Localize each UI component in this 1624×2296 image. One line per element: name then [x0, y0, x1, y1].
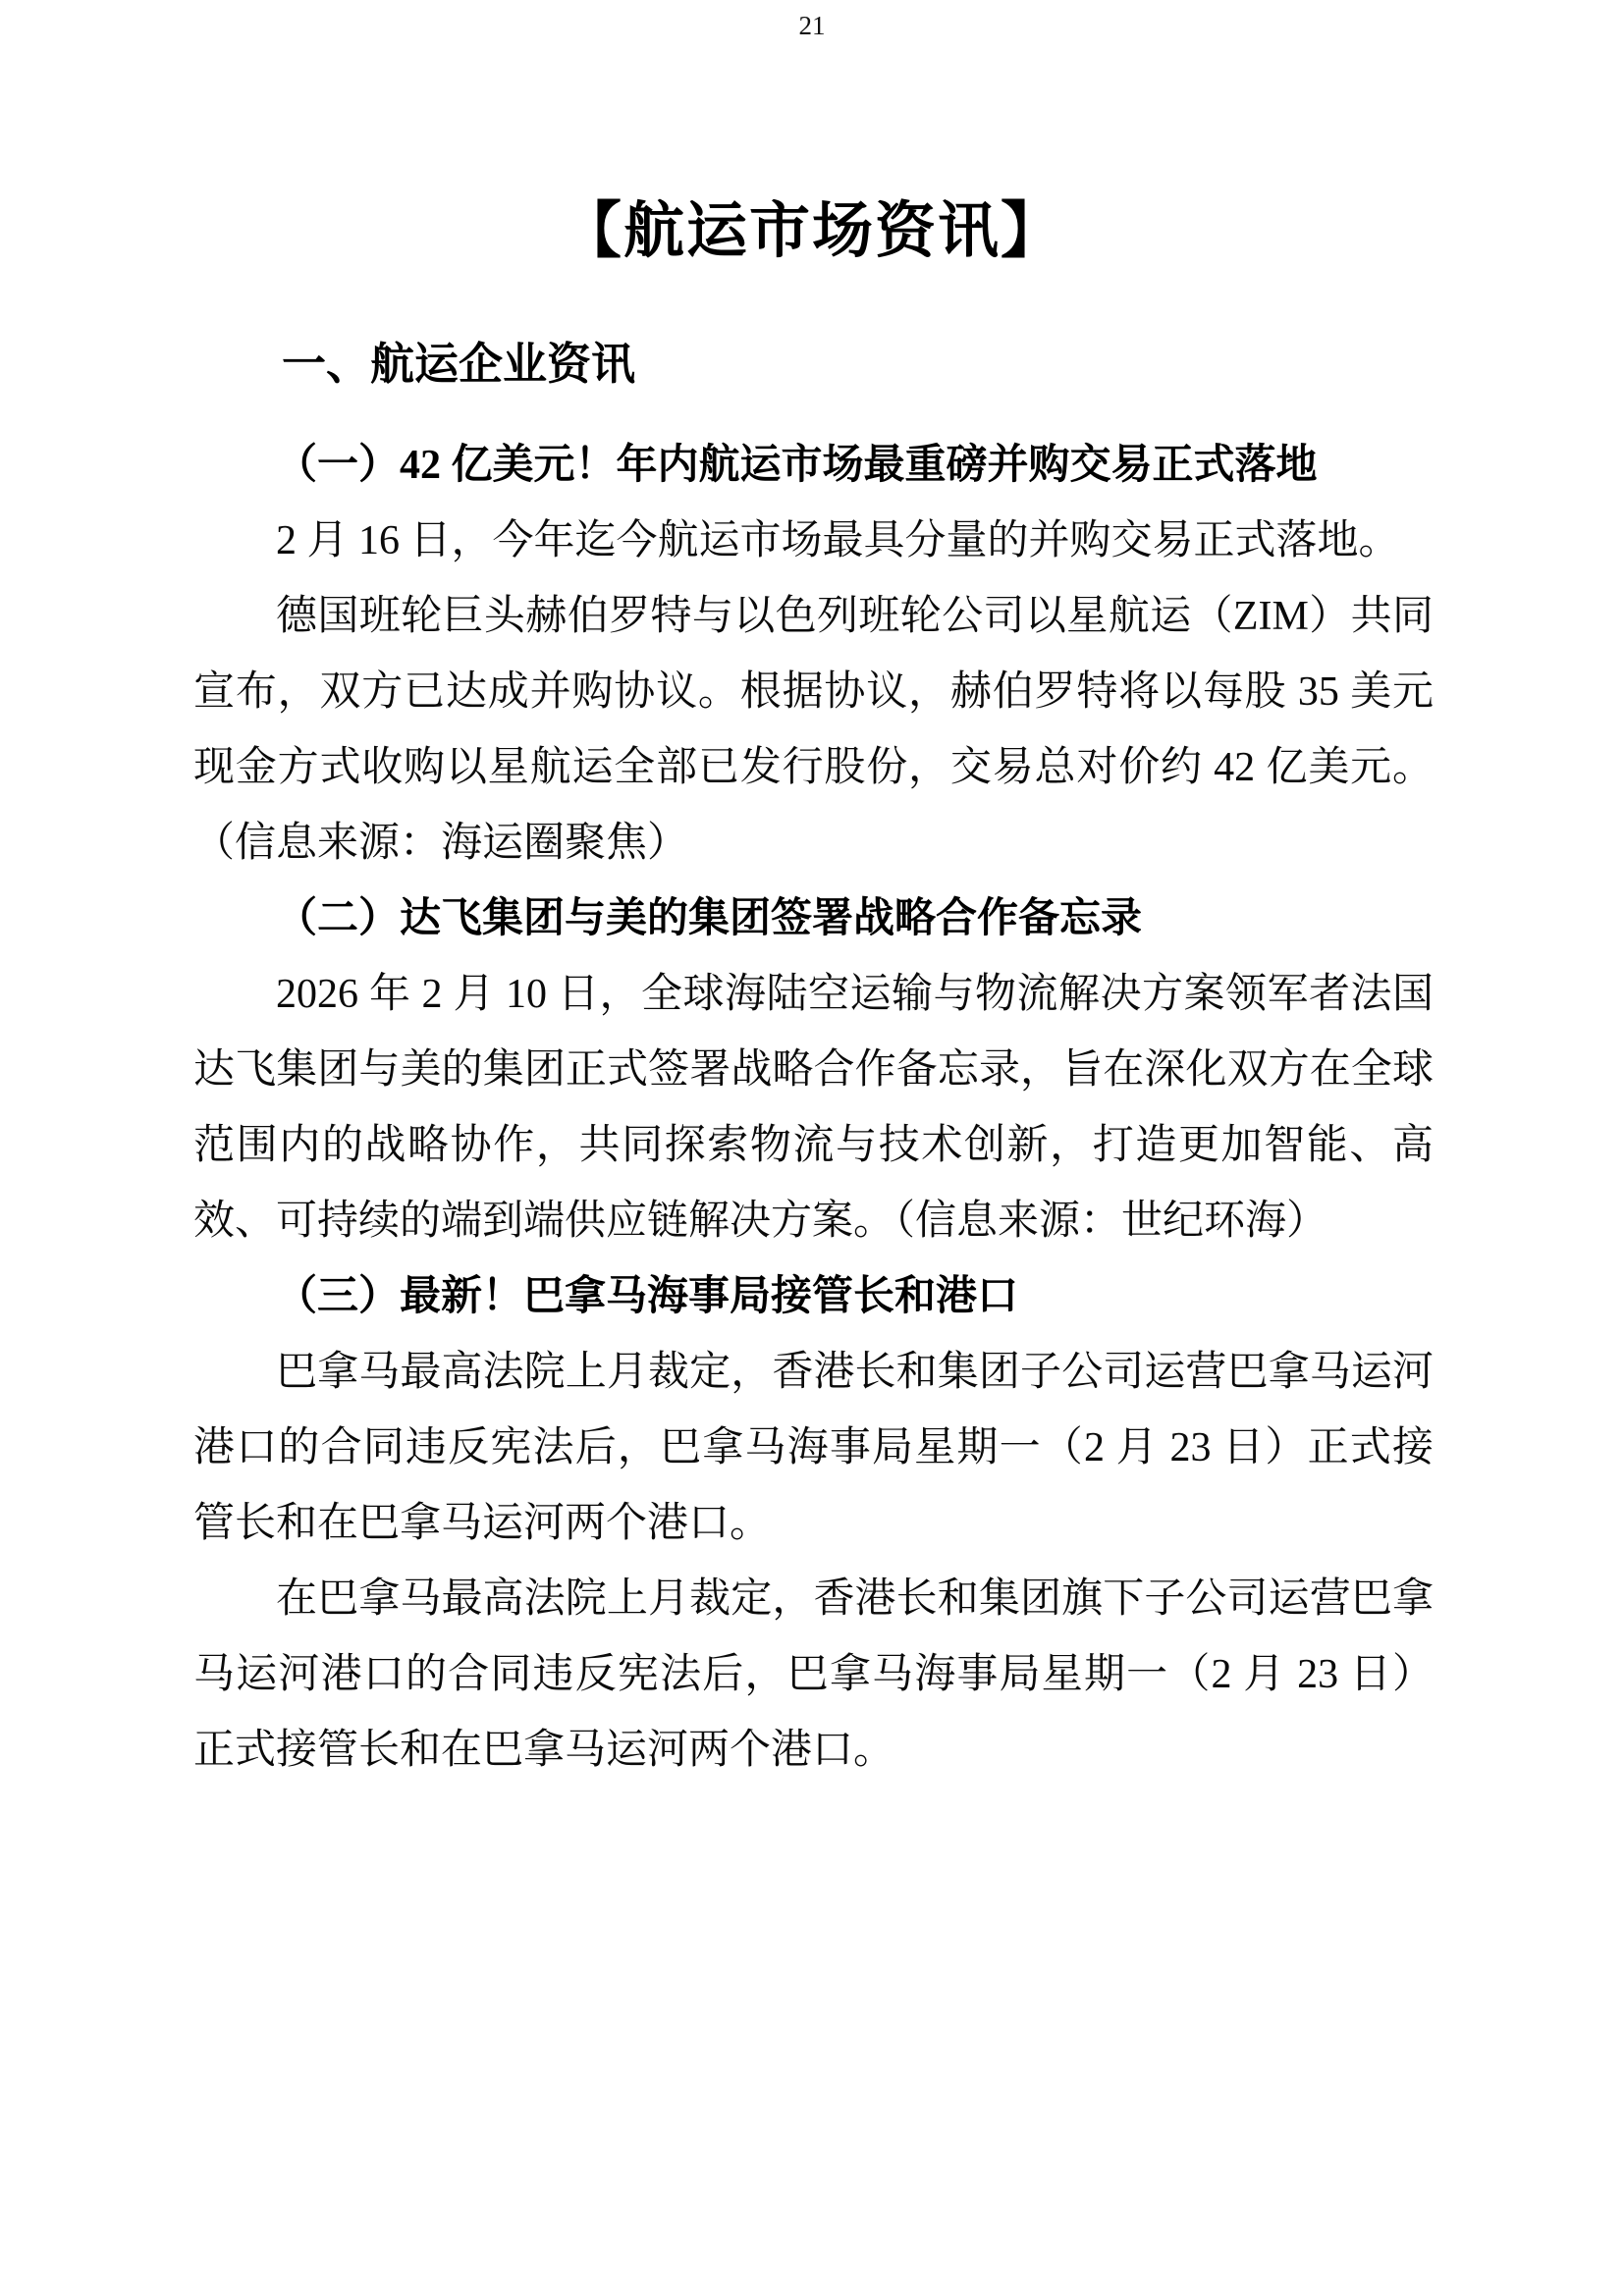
document-title: 【航运市场资讯】 — [560, 197, 1063, 265]
subsection-heading-1: （一）42 亿美元！年内航运市场最重磅并购交易正式落地 — [276, 443, 1318, 488]
subsection-heading-3: （三）最新！巴拿马海事局接管长和港口 — [276, 1274, 1019, 1319]
body-paragraph: 巴拿马最高法院上月裁定，香港长和集团子公司运营巴拿马运河港口的合同违反宪法后，巴拿马海事局星期一（2 月 23 日）正式接管长和在巴拿马运河两个港口。 — [193, 1350, 1434, 1546]
subsection-heading-2: （二）达飞集团与美的集团签署战略合作备忘录 — [276, 896, 1143, 941]
document-body — [193, 428, 1434, 1789]
body-paragraph: 2 月 16 日，今年迄今航运市场最具分量的并购交易正式落地。 — [276, 518, 1400, 563]
section-heading: 一、航运企业资讯 — [282, 339, 636, 389]
body-paragraph: 在巴拿马最高法院上月裁定，香港长和集团旗下子公司运营巴拿马运河港口的合同违反宪法后，巴拿马海事局星期一（2 月 23 日）正式接管长和在巴拿马运河两个港口。 — [193, 1576, 1434, 1773]
body-paragraph: 2026 年 2 月 10 日，全球海陆空运输与物流解决方案领军者法国达飞集团与美的集团正式签署战略合作备忘录，旨在深化双方在全球范围内的战略协作，共同探索物流与技术创新，打造更加智能、高效、可持续的端到端供应链解决方案。（信息来源：世纪环海） — [193, 972, 1434, 1244]
page-number: 21 — [798, 11, 826, 40]
body-paragraph: 德国班轮巨头赫伯罗特与以色列班轮公司以星航运（ZIM）共同宣布，双方已达成并购协议。根据协议，赫伯罗特将以每股 35 美元现金方式收购以星航运全部已发行股份，交易总对价约 42 亿美元。（信息来源：海运圈聚焦） — [193, 594, 1434, 866]
